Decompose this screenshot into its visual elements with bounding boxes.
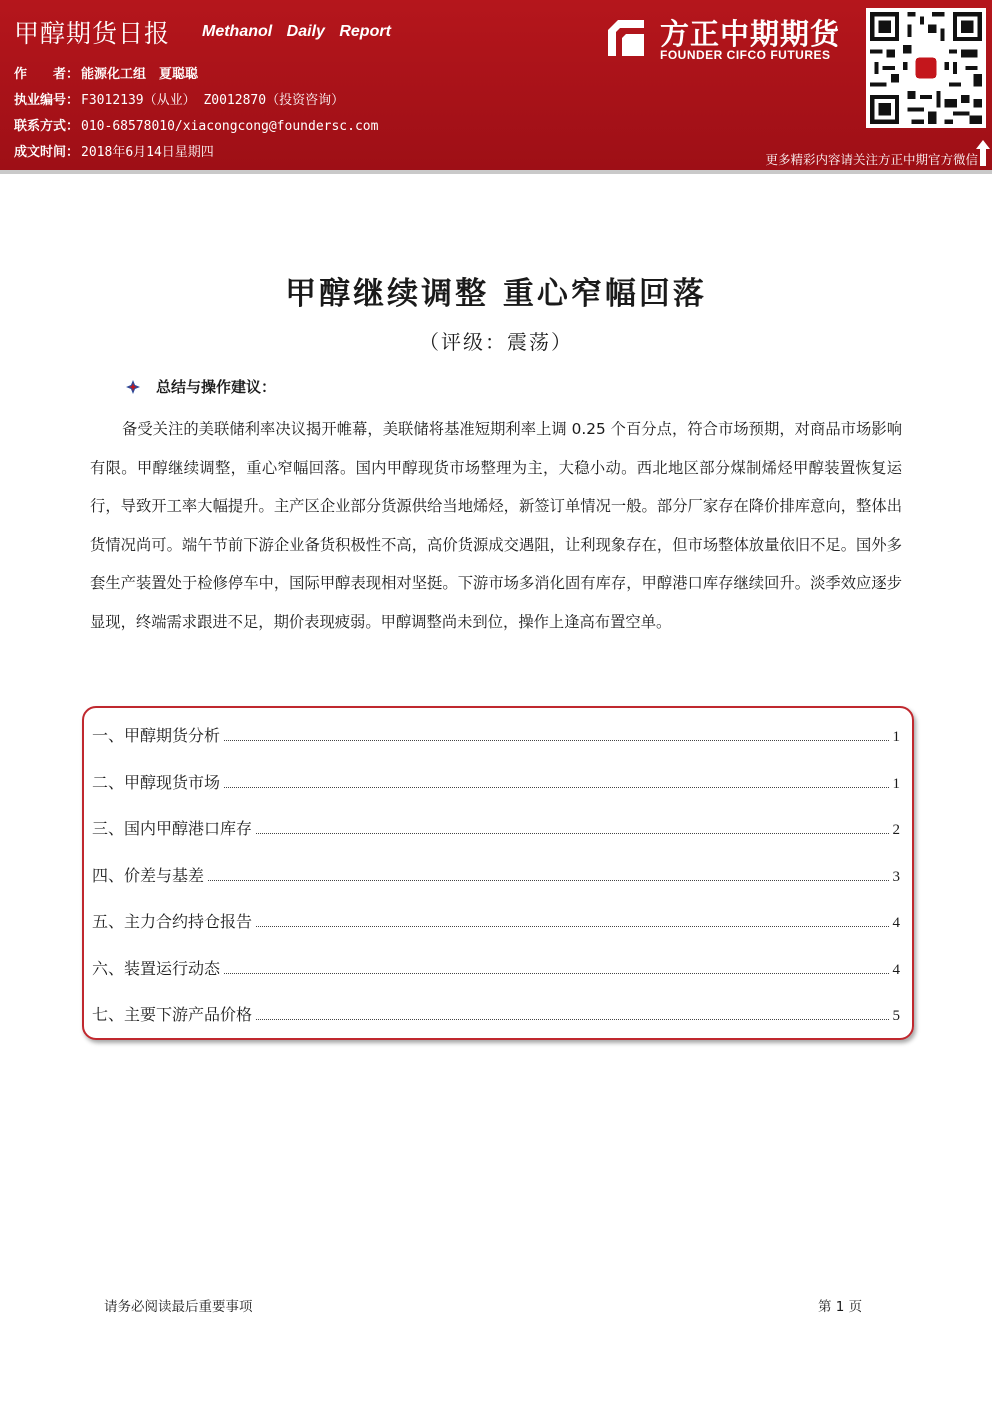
toc-leader-dots <box>256 1018 888 1020</box>
footer-page-number: 第 1 页 <box>818 1299 863 1315</box>
toc-item-label: 三、国内甲醇港口库存 <box>92 819 253 838</box>
meta-author-key: 作 者： <box>14 67 80 82</box>
meta-date-value: 2018年6月14日星期四 <box>81 145 214 160</box>
toc-item-page: 2 <box>892 822 900 838</box>
toc-item-page: 1 <box>892 776 900 792</box>
toc-item-page: 4 <box>892 915 900 931</box>
meta-date <box>14 141 214 160</box>
toc-item-label: 六、装置运行动态 <box>92 959 221 978</box>
arrow-up-icon <box>976 140 990 166</box>
toc-item-label: 一、甲醇期货分析 <box>92 726 221 745</box>
meta-contact <box>14 115 378 134</box>
founder-logo-icon <box>604 16 648 60</box>
footer-notice: 请务必阅读最后重要事项 <box>104 1299 253 1315</box>
toc-leader-dots <box>256 832 888 834</box>
toc-item-page: 3 <box>892 869 900 885</box>
meta-license <box>14 89 344 108</box>
table-of-contents <box>82 706 914 1040</box>
meta-contact-value: 010-68578010/xiacongcong@foundersc.com <box>81 119 379 134</box>
meta-license-key: 执业编号： <box>14 93 80 108</box>
bullet-icon <box>126 380 140 394</box>
toc-item-page: 1 <box>892 729 900 745</box>
meta-license-value: F3012139（从业） Z0012870（投资咨询） <box>81 93 345 108</box>
toc-item-label: 五、主力合约持仓报告 <box>92 912 253 931</box>
meta-contact-key: 联系方式： <box>14 119 80 134</box>
summary-heading-text: 总结与操作建议： <box>156 378 277 396</box>
toc-item-page: 5 <box>892 1008 900 1024</box>
toc-item-futures-analysis[interactable] <box>92 720 900 746</box>
toc-item-plant-status[interactable] <box>92 953 900 979</box>
toc-item-page: 4 <box>892 962 900 978</box>
toc-leader-dots <box>256 925 888 927</box>
toc-item-spot-market[interactable] <box>92 767 900 793</box>
summary-heading <box>126 376 276 397</box>
meta-author-value: 能源化工组 夏聪聪 <box>81 67 199 82</box>
toc-leader-dots <box>208 879 888 881</box>
report-title-en: Methanol Daily Report <box>202 23 391 40</box>
qr-code-icon <box>866 8 986 128</box>
toc-item-label: 七、主要下游产品价格 <box>92 1005 253 1024</box>
rating-label: （评级：震荡） <box>419 330 573 354</box>
toc-item-downstream-prices[interactable] <box>92 999 900 1025</box>
toc-item-spread-basis[interactable] <box>92 860 900 886</box>
brand-name-en: FOUNDER CIFCO FUTURES <box>660 48 831 62</box>
header-divider <box>0 170 992 174</box>
toc-leader-dots <box>224 972 888 974</box>
toc-leader-dots <box>224 739 888 741</box>
report-title-cn: 甲醇期货日报 <box>14 19 171 48</box>
summary-paragraph: 备受关注的美联储利率决议揭开帷幕，美联储将基准短期利率上调 0.25 个百分点，符合市场预期，对商品市场影响有限。甲醇继续调整，重心窄幅回落。国内甲醇现货市场整理为主，大稳小动。西北地区部分煤制烯烃甲醇装置恢复运行，导致开工率大幅提升。主产区企业部分货源供给当地烯烃，新签订单情况一般。部分厂家存在降价排库意向，整体出货情况尚可。端午节前下游企业备货积极性不高，高价货源成交遇阻，让利现象存在，但市场整体放量依旧不足。国外多套生产装置处于检修停车中，国际甲醇表现相对坚挺。下游市场多消化固有库存，甲醇港口库存继续回升。淡季效应逐步显现，终端需求跟进不足，期价表现疲弱。甲醇调整尚未到位，操作上逢高布置空单。 <box>90 420 902 631</box>
follow-wechat-note: 更多精彩内容请关注方正中期官方微信 <box>765 152 978 167</box>
toc-item-label: 四、价差与基差 <box>92 866 205 885</box>
toc-item-port-inventory[interactable] <box>92 813 900 839</box>
toc-leader-dots <box>224 786 888 788</box>
meta-date-key: 成文时间： <box>14 145 80 160</box>
document-title: 甲醇继续调整 重心窄幅回落 <box>285 276 707 312</box>
meta-author <box>14 63 198 82</box>
toc-item-position-report[interactable] <box>92 906 900 932</box>
brand-name-cn: 方正中期期货 <box>660 17 841 51</box>
toc-item-label: 二、甲醇现货市场 <box>92 773 221 792</box>
report-header <box>0 0 992 170</box>
